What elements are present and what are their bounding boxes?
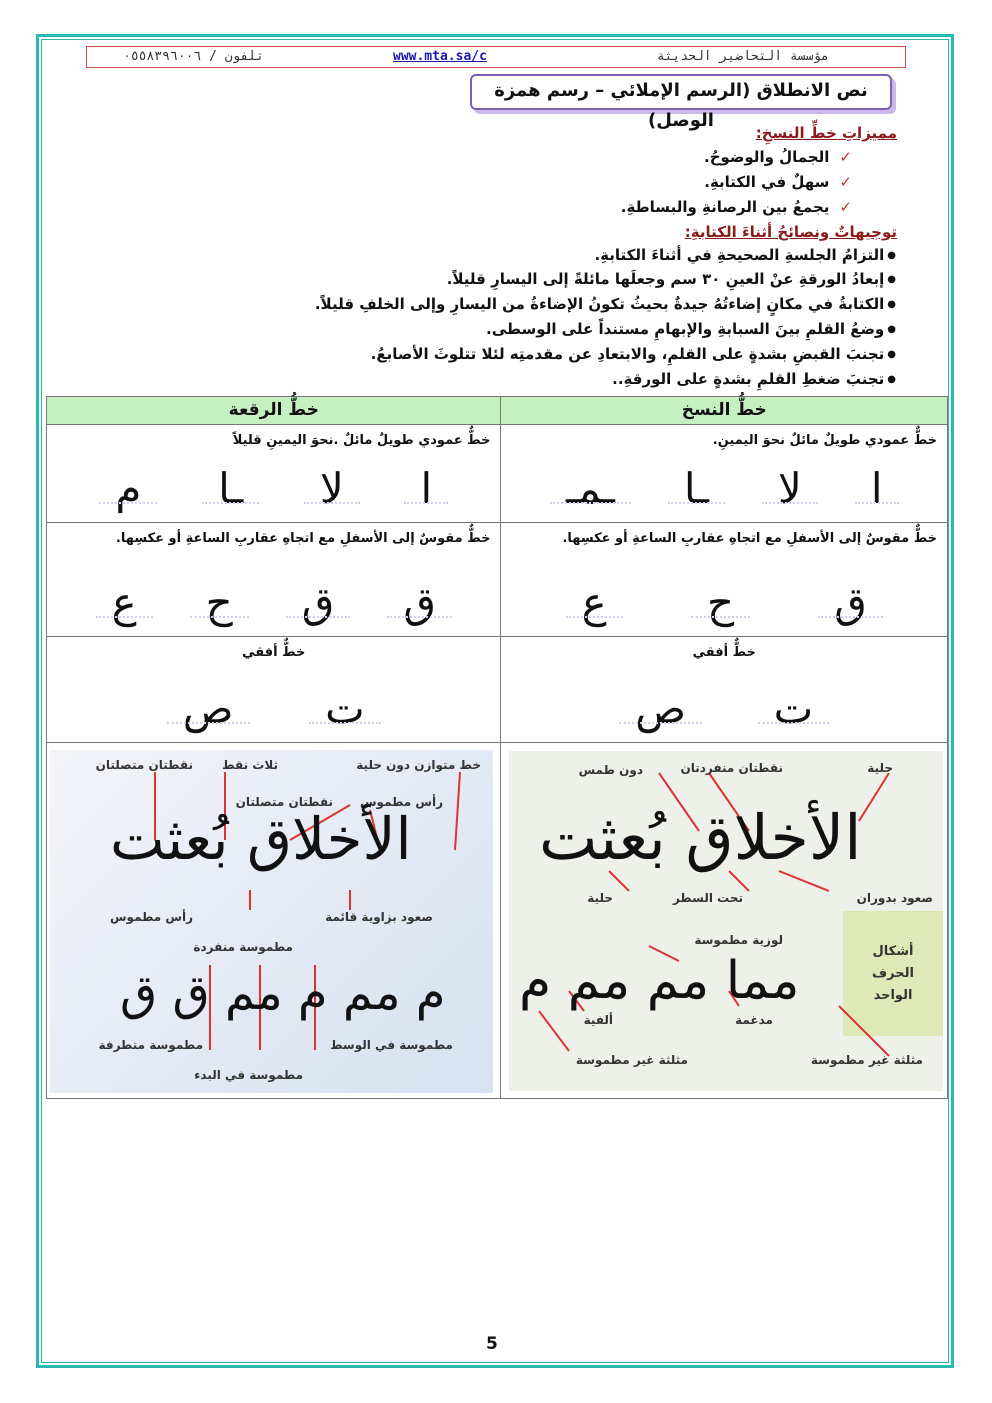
naskh-letter-forms: مما مم مم م — [519, 951, 800, 1011]
letter-sample: ت — [773, 684, 814, 733]
annotation-label: مثلثة غير مطموسة — [810, 1053, 923, 1067]
check-icon: ✓ — [839, 173, 852, 191]
letter-sample: ص — [635, 684, 687, 733]
annotation-label: صعود بدوران — [856, 891, 933, 905]
check-icon: ✓ — [839, 198, 852, 216]
annotation-label: نقطتان منفردتان — [680, 761, 783, 775]
tip-item: ● تجنبَ القبضِ بشدةٍ على القلمِ، والابتعادِ عن مقدمتِه لئلا تتلوثَ الأصابعُ. — [371, 345, 896, 363]
tip-item: ● الكتابةُ في مكانٍ إضاءتُهُ جيدةٌ بحيثُ تكونُ الإضاءةُ من اليسارِ وإلى الخلفِ قليلاً. — [315, 295, 896, 313]
lesson-title: نص الانطلاق (الرسم الإملائي – رسم همزة الوصل) — [470, 74, 892, 110]
stroke-description: خطٌّ مقوسٌ إلى الأسفلِ مع اتجاهِ عقاربِ الساعةِ أو عكسِها. — [562, 531, 937, 546]
page-header — [86, 46, 906, 68]
naskh-word-sample: الأخلاق بُعثت — [539, 801, 862, 874]
naskh-column-header: خطُّ النسخ — [501, 397, 948, 425]
ruqaa-cell — [47, 425, 501, 523]
feature-item: ✓سهلٌ في الكتابةِ. — [704, 173, 852, 191]
features-heading: مميزاتِ خطِّ النسخِ: — [755, 124, 897, 142]
annotation-label: مدغمة — [735, 1013, 773, 1027]
letter-samples — [47, 566, 500, 627]
annotation-label: مطموسة في البدء — [194, 1068, 303, 1082]
annotation-label: ثلاث نقط — [222, 758, 278, 772]
letter-sample: ـا — [218, 464, 244, 513]
naskh-cell — [501, 523, 948, 637]
letter-sample: ق — [403, 578, 436, 627]
tips-heading: توجيهاتٌ ونصائحُ أثناءَ الكتابةِ: — [684, 223, 897, 241]
shape-panel-label: أشكال الحرف الواحد — [872, 944, 914, 1003]
ruqaa-cell — [47, 523, 501, 637]
annotation-label: خط متوازن دون حلية — [356, 758, 481, 772]
annotation-label: رأس مطموس — [109, 910, 193, 924]
phone-number: تلفون / ٠٥٥٨٣٩٦٠٠٦ — [123, 49, 264, 64]
ruqaa-letter-forms: م مم م مم ق ق — [120, 965, 446, 1021]
letter-samples — [47, 452, 500, 513]
letter-sample: ح — [706, 578, 735, 627]
annotation-label: دون طمس — [578, 763, 643, 777]
page-number: 5 — [486, 1334, 498, 1354]
annotation-label: مطموسة متطرفة — [98, 1038, 203, 1052]
ruqaa-column-header: خطُّ الرقعة — [47, 397, 501, 425]
ruqaa-cell — [47, 637, 501, 743]
check-icon: ✓ — [839, 148, 852, 166]
feature-item: ✓يجمعُ بين الرصانةِ والبساطةِ. — [620, 198, 852, 216]
letter-sample: لا — [319, 464, 344, 513]
letter-sample: ـا — [683, 464, 709, 513]
letter-sample: ق — [834, 578, 867, 627]
letter-sample: ح — [205, 578, 233, 627]
org-name: مؤسسة التحاضير الحديثة — [656, 49, 829, 64]
letter-sample: ع — [581, 578, 607, 627]
letter-sample: ـمـ — [565, 464, 615, 513]
naskh-cell — [501, 637, 948, 743]
letter-sample: ع — [111, 578, 137, 627]
naskh-cell — [501, 425, 948, 523]
naskh-anatomy-image — [509, 751, 943, 1091]
annotation-label: مثلثة غير مطموسة — [575, 1053, 688, 1067]
letter-sample: لا — [777, 464, 802, 513]
letter-sample: ا — [870, 464, 883, 513]
letter-sample: ق — [301, 578, 335, 627]
website-link[interactable]: www.mta.sa/c — [393, 49, 487, 64]
stroke-description: خطٌّ مقوسٌ إلى الأسفلِ مع اتجاهِ عقاربِ الساعةِ أو عكسِها. — [115, 531, 491, 546]
annotation-label: صعود بزاوية قائمة — [325, 910, 433, 924]
stroke-description: خطٌّ عمودي طويلٌ مائلٌ نحوَ اليمينِ. — [712, 433, 937, 448]
annotation-label: مطموسة منفردة — [193, 940, 293, 954]
annotation-label: مطموسة في الوسط — [330, 1038, 453, 1052]
ruqaa-word-sample: الأخلاق بُعثت — [110, 805, 412, 873]
letter-sample: ت — [325, 684, 365, 733]
annotation-label: ألفية — [583, 1013, 613, 1027]
letter-samples — [501, 452, 947, 513]
tip-item: ● التزامُ الجلسةِ الصحيحةِ في أثناءَ الكتابةِ. — [594, 246, 896, 264]
letter-samples — [47, 672, 500, 733]
annotation-label: حلية — [587, 891, 613, 905]
stroke-description: خطٌّ أفقي — [242, 645, 306, 660]
annotation-label: تحت السطر — [672, 891, 743, 905]
annotation-label: نقطتان متصلتان — [95, 758, 193, 772]
stroke-description: خطٌّ عمودي طويلٌ مائلٌ .نحوَ اليمينِ قليلاً — [232, 433, 491, 448]
feature-item: ✓الجمالُ والوضوحُ. — [704, 148, 852, 166]
tip-item: ● تجنبَ ضغطِ القلمِ بشدةٍ على الورقةِ.. — [612, 370, 896, 388]
annotation-label: لوزية مطموسة — [694, 933, 783, 947]
letter-sample: ص — [182, 684, 234, 733]
annotation-label: رأس مطموس — [359, 795, 443, 809]
letter-samples — [501, 566, 947, 627]
tip-item: ● إبعادُ الورقةِ عنْ العينِ ٣٠ سم وجعلَها مائلةً إلى اليسارِ قليلاً. — [447, 270, 896, 288]
letter-sample: م — [115, 464, 142, 513]
ruqaa-anatomy-image — [50, 750, 493, 1093]
annotation-label: نقطتان متصلتان — [235, 795, 333, 809]
annotation-label: حلية — [867, 761, 893, 775]
tip-item: ● وضعُ القلمِ بينَ السبابةِ والإبهامِ مستنداً على الوسطى. — [486, 320, 896, 338]
stroke-description: خطٌّ أفقي — [692, 645, 756, 660]
letter-sample: ا — [420, 464, 433, 513]
letter-samples — [501, 672, 947, 733]
